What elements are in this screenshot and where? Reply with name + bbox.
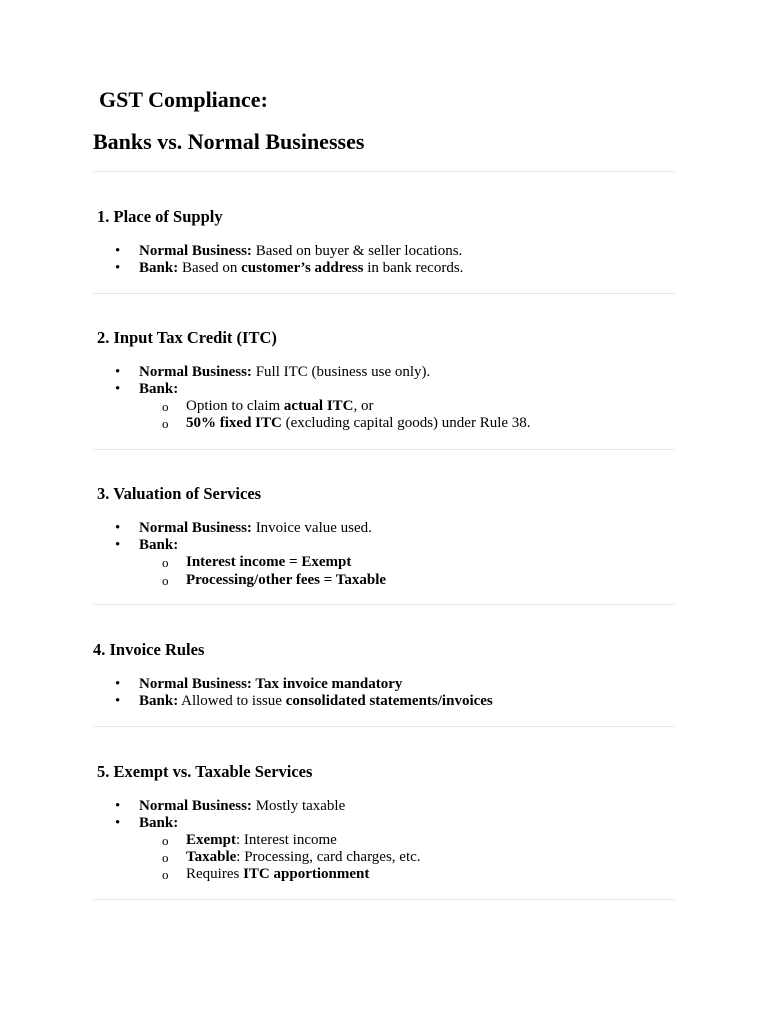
section-heading: 3. Valuation of Services	[97, 484, 262, 503]
item-label: Normal Business:	[139, 676, 252, 692]
bullet: •	[115, 798, 121, 814]
item-label: Bank:	[139, 693, 179, 709]
bullet: •	[115, 381, 121, 397]
bullet: •	[115, 260, 121, 276]
item-label: Normal Business:	[139, 243, 252, 259]
divider	[93, 899, 675, 900]
item-text: Mostly taxable	[251, 798, 346, 814]
item-bold: consolidated statements/invoices	[285, 693, 493, 709]
item-text: Based on buyer & seller locations.	[251, 243, 463, 259]
item-text: : Processing, card charges, etc.	[236, 849, 421, 865]
sub-bullet: o	[162, 833, 169, 848]
divider	[93, 726, 675, 727]
bullet: •	[115, 364, 121, 380]
section-heading: 4. Invoice Rules	[93, 640, 205, 659]
bullet: •	[115, 520, 121, 536]
section-heading: 1. Place of Supply	[97, 207, 223, 226]
section-heading: 2. Input Tax Credit (ITC)	[97, 328, 277, 347]
item-bold: Tax invoice mandatory	[251, 676, 403, 692]
divider	[93, 171, 675, 172]
item-label: Normal Business:	[139, 798, 252, 814]
bullet: •	[115, 676, 121, 692]
item-text: Option to claim	[186, 398, 284, 414]
page-title-line2: Banks vs. Normal Businesses	[93, 129, 365, 154]
item-text: Based on	[178, 260, 242, 276]
item-bold: actual ITC	[283, 398, 354, 414]
section-heading: 5. Exempt vs. Taxable Services	[97, 762, 313, 781]
page-title-line1: GST Compliance:	[99, 87, 268, 112]
item-text: Full ITC (business use only).	[251, 364, 431, 380]
item-label: Bank:	[139, 815, 179, 831]
item-text: (excluding capital goods) under Rule 38.	[281, 415, 531, 431]
item-label: Normal Business:	[139, 520, 252, 536]
item-label: Bank:	[139, 260, 179, 276]
sub-bullet: o	[162, 573, 169, 588]
item-text: : Interest income	[236, 832, 337, 848]
item-label: Bank:	[139, 381, 179, 397]
sub-bullet: o	[162, 416, 169, 431]
sub-bullet: o	[162, 399, 169, 414]
item-bold: Taxable	[186, 849, 237, 865]
item-bold: ITC apportionment	[243, 866, 370, 882]
item-bold: Exempt	[186, 832, 236, 848]
item-label: Normal Business:	[139, 364, 252, 380]
sub-bullet: o	[162, 850, 169, 865]
divider	[93, 449, 675, 450]
item-bold: 50% fixed ITC	[186, 415, 282, 431]
bullet: •	[115, 537, 121, 553]
divider	[93, 604, 675, 605]
divider	[93, 293, 675, 294]
item-bold: Processing/other fees = Taxable	[186, 572, 387, 588]
item-bold: Interest income = Exempt	[186, 554, 352, 570]
item-text: Allowed to issue	[178, 693, 286, 709]
bullet: •	[115, 693, 121, 709]
item-label: Bank:	[139, 537, 179, 553]
item-text: , or	[353, 398, 374, 414]
item-text: Invoice value used.	[251, 520, 372, 536]
bullet: •	[115, 243, 121, 259]
sub-bullet: o	[162, 555, 169, 570]
item-bold: customer’s address	[241, 260, 364, 276]
item-text: Requires	[186, 866, 244, 882]
item-text: in bank records.	[363, 260, 464, 276]
bullet: •	[115, 815, 121, 831]
sub-bullet: o	[162, 867, 169, 882]
